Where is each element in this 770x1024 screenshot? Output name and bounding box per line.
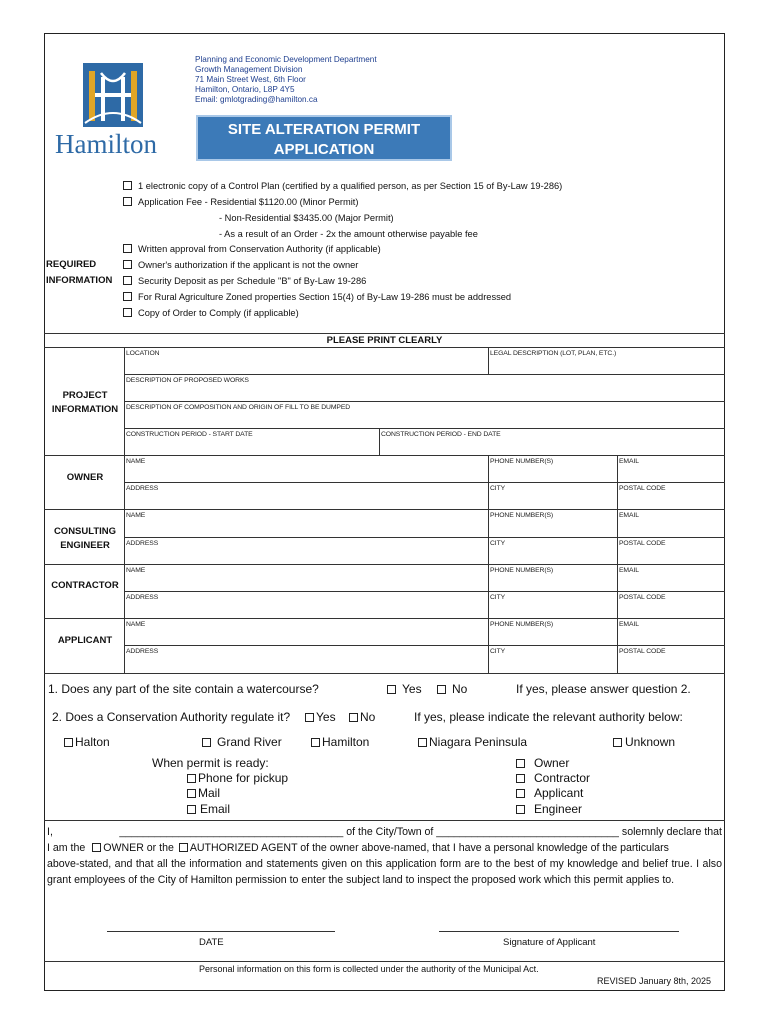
checkbox[interactable] — [437, 685, 446, 694]
logo-wordmark: Hamilton — [55, 129, 157, 159]
authority-grand-river[interactable]: Grand River — [202, 735, 282, 749]
divider — [124, 401, 725, 402]
owner-email-field[interactable]: EMAIL — [619, 458, 639, 465]
checkbox[interactable] — [387, 685, 396, 694]
ready-phone-option[interactable]: Phone for pickup — [187, 771, 288, 785]
location-field[interactable]: LOCATION — [126, 350, 160, 357]
role-contractor-option[interactable]: Contractor — [516, 771, 590, 785]
checkbox[interactable] — [187, 789, 196, 798]
divider — [44, 509, 725, 510]
please-print-clearly: PLEASE PRINT CLEARLY — [326, 335, 443, 346]
revision-date: REVISED January 8th, 2025 — [597, 976, 712, 986]
role-owner-option[interactable]: Owner — [516, 756, 569, 770]
contractor-phone-field[interactable]: PHONE NUMBER(S) — [490, 567, 554, 574]
divider — [44, 618, 725, 619]
engineer-postal-field[interactable]: POSTAL CODE — [619, 540, 666, 547]
date-line[interactable] — [107, 931, 335, 932]
required-item-rural-agriculture[interactable]: For Rural Agriculture Zoned properties Section 15(4) of By-Law 19-286 must be addressed — [123, 290, 511, 304]
required-item-security-deposit[interactable]: Security Deposit as per Schedule "B" of By-Law 19-286 — [123, 274, 366, 288]
permit-ready-title: When permit is ready: — [152, 756, 269, 770]
checkbox[interactable] — [187, 805, 196, 814]
checkbox[interactable] — [202, 738, 211, 747]
question-watercourse: 1. Does any part of the site contain a watercourse? — [48, 682, 319, 696]
divider — [44, 455, 725, 456]
owner-phone-field[interactable]: PHONE NUMBER(S) — [490, 458, 554, 465]
engineer-email-field[interactable]: EMAIL — [619, 512, 639, 519]
checkbox[interactable] — [305, 713, 314, 722]
required-item-conservation[interactable]: Written approval from Conservation Authority (if applicable) — [123, 242, 381, 256]
divider — [617, 455, 618, 673]
q1-yes-option[interactable]: Yes — [387, 682, 422, 696]
required-item-control-plan[interactable]: 1 electronic copy of a Control Plan (certified by a qualified person, as per Section 15 of By-Law 19-286) — [123, 179, 562, 193]
checkbox[interactable] — [123, 308, 132, 317]
authority-niagara[interactable]: Niagara Peninsula — [418, 735, 527, 749]
divider — [124, 645, 725, 646]
divider — [124, 537, 725, 538]
contractor-city-field[interactable]: CITY — [490, 594, 506, 601]
date-label: DATE — [199, 937, 224, 948]
legal-description-field[interactable]: LEGAL DESCRIPTION (LOT, PLAN, ETC.) — [490, 350, 617, 357]
authority-halton[interactable]: Halton — [64, 735, 110, 749]
street-address: 71 Main Street West, 6th Floor — [195, 75, 306, 84]
divider — [124, 374, 725, 375]
fee-order: - As a result of an Order - 2x the amount otherwise payable fee — [219, 229, 478, 239]
q1-no-option[interactable]: No — [437, 682, 467, 696]
authority-unknown[interactable]: Unknown — [613, 735, 675, 749]
fill-description-field[interactable]: DESCRIPTION OF COMPOSITION AND ORIGIN OF FILL TO BE DUMPED — [126, 404, 351, 411]
engineer-address-field[interactable]: ADDRESS — [126, 540, 159, 547]
department-address — [195, 55, 377, 105]
applicant-label: APPLICANT — [57, 635, 113, 646]
checkbox[interactable] — [187, 774, 196, 783]
applicant-name-field[interactable]: NAME — [126, 621, 146, 628]
checkbox[interactable] — [123, 260, 132, 269]
divider — [124, 428, 725, 429]
engineer-phone-field[interactable]: PHONE NUMBER(S) — [490, 512, 554, 519]
signature-line[interactable] — [439, 931, 679, 932]
engineer-city-field[interactable]: CITY — [490, 540, 506, 547]
owner-checkbox[interactable] — [92, 843, 101, 852]
divider — [44, 820, 725, 821]
required-item-application-fee[interactable]: Application Fee - Residential $1120.00 (Minor Permit) — [123, 195, 358, 209]
contractor-postal-field[interactable]: POSTAL CODE — [619, 594, 666, 601]
declaration-line-1: I, ______________________________________ of the City/Town of _______________________________ solemnly declare that — [47, 826, 722, 838]
owner-address-field[interactable]: ADDRESS — [126, 485, 159, 492]
project-information-label: PROJECT INFORMATION — [51, 390, 119, 415]
engineer-name-field[interactable]: NAME — [126, 512, 146, 519]
contractor-label: CONTRACTOR — [51, 580, 119, 591]
hamilton-logo — [55, 63, 180, 161]
divider — [488, 347, 489, 374]
checkbox[interactable] — [123, 276, 132, 285]
checkbox[interactable] — [123, 197, 132, 206]
checkbox[interactable] — [311, 738, 320, 747]
q1-note: If yes, please answer question 2. — [516, 682, 691, 696]
contractor-name-field[interactable]: NAME — [126, 567, 146, 574]
divider — [124, 482, 725, 483]
owner-label: OWNER — [66, 472, 104, 483]
role-engineer-option[interactable]: Engineer — [516, 802, 582, 816]
checkbox[interactable] — [418, 738, 427, 747]
required-item-owner-authorization[interactable]: Owner's authorization if the applicant is not the owner — [123, 258, 358, 272]
proposed-works-field[interactable]: DESCRIPTION OF PROPOSED WORKS — [126, 377, 249, 384]
required-item-order-to-comply[interactable]: Copy of Order to Comply (if applicable) — [123, 306, 299, 320]
checkbox[interactable] — [64, 738, 73, 747]
form-title — [196, 115, 452, 161]
divider — [124, 591, 725, 592]
agent-checkbox[interactable] — [179, 843, 188, 852]
authority-hamilton[interactable]: Hamilton — [311, 735, 369, 749]
checkbox[interactable] — [123, 244, 132, 253]
checkbox[interactable] — [349, 713, 358, 722]
declaration-body: above-stated, and that all the information and statements given on this application form are to the best of my knowledge and belief true. I also grant employees of the City of Hamilton permission to enter the subject land to inspect the proposed work which this permit applies to. — [47, 858, 722, 886]
divider — [379, 428, 380, 455]
title-line-2: APPLICATION — [273, 141, 375, 158]
contractor-email-field[interactable]: EMAIL — [619, 567, 639, 574]
owner-name-field[interactable]: NAME — [126, 458, 146, 465]
applicant-city-field[interactable]: CITY — [490, 648, 506, 655]
declarant-name-field[interactable]: ______________________________________ of the City/Town of _______________________________ solemnly declare that — [119, 826, 722, 838]
checkbox[interactable] — [123, 181, 132, 190]
required-information-label: REQUIRED INFORMATION — [46, 259, 113, 286]
checkbox[interactable] — [516, 805, 525, 814]
divider — [44, 961, 725, 962]
end-date-field[interactable]: CONSTRUCTION PERIOD - END DATE — [381, 431, 501, 438]
department-name: Planning and Economic Development Department — [195, 55, 377, 64]
divider — [44, 673, 725, 674]
division-name: Growth Management Division — [195, 65, 303, 74]
divider — [44, 333, 725, 334]
checkbox[interactable] — [516, 774, 525, 783]
divider — [44, 564, 725, 565]
role-applicant-option[interactable]: Applicant — [516, 786, 583, 800]
question-conservation: 2. Does a Conservation Authority regulate it? — [52, 710, 291, 724]
ready-email-option[interactable]: Email — [187, 802, 230, 816]
q2-yes-option[interactable]: Yes — [305, 710, 336, 724]
title-line-1: SITE ALTERATION PERMIT — [227, 121, 421, 138]
declaration-line-2: I am the OWNER or the AUTHORIZED AGENT of the owner above-named, that I have a personal knowledge of the particulars — [47, 842, 669, 854]
contractor-address-field[interactable]: ADDRESS — [126, 594, 159, 601]
ready-mail-option[interactable]: Mail — [187, 786, 220, 800]
checkbox[interactable] — [516, 759, 525, 768]
contact-email: Email: gmlotgrading@hamilton.ca — [195, 95, 318, 104]
privacy-notice: Personal information on this form is collected under the authority of the Municipal Act. — [199, 964, 539, 974]
owner-postal-field[interactable]: POSTAL CODE — [619, 485, 666, 492]
consulting-engineer-label: CONSULTING ENGINEER — [53, 526, 117, 551]
applicant-email-field[interactable]: EMAIL — [619, 621, 639, 628]
divider — [488, 455, 489, 673]
applicant-address-field[interactable]: ADDRESS — [126, 648, 159, 655]
declaration-text — [47, 824, 722, 888]
checkbox[interactable] — [613, 738, 622, 747]
applicant-phone-field[interactable]: PHONE NUMBER(S) — [490, 621, 554, 628]
start-date-field[interactable]: CONSTRUCTION PERIOD - START DATE — [126, 431, 253, 438]
q2-note: If yes, please indicate the relevant authority below: — [414, 710, 683, 724]
q2-no-option[interactable]: No — [349, 710, 375, 724]
fee-non-residential: - Non-Residential $3435.00 (Major Permit) — [219, 213, 394, 223]
owner-city-field[interactable]: CITY — [490, 485, 506, 492]
city-postal: Hamilton, Ontario, L8P 4Y5 — [195, 85, 295, 94]
divider — [124, 347, 125, 674]
signature-label: Signature of Applicant — [503, 937, 596, 948]
divider — [44, 347, 725, 348]
checkbox[interactable] — [516, 789, 525, 798]
applicant-postal-field[interactable]: POSTAL CODE — [619, 648, 666, 655]
checkbox[interactable] — [123, 292, 132, 301]
